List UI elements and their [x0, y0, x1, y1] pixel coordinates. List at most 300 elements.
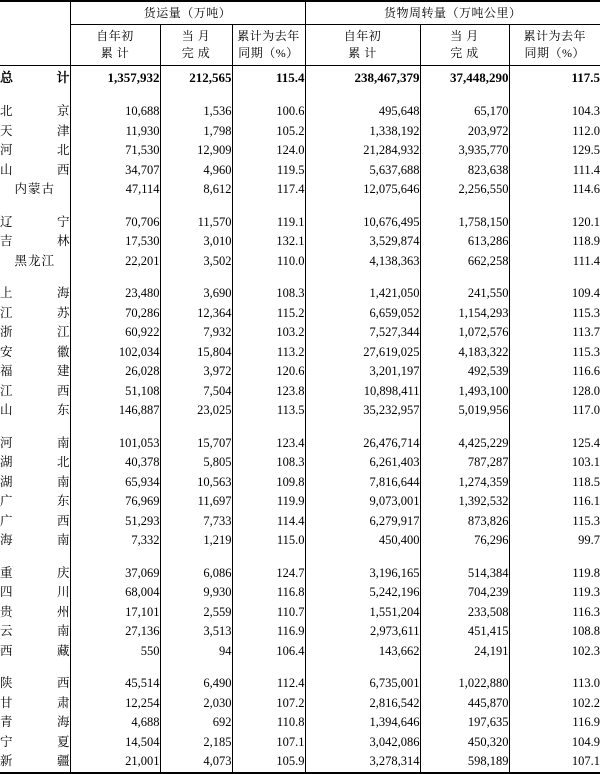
- row-region-name: [0, 141, 70, 161]
- cell-turnover-percent: 102.2: [509, 694, 600, 714]
- region-label: [0, 213, 70, 233]
- header-line-2: 累 计: [306, 45, 420, 62]
- cell-freight-percent: 119.9: [232, 492, 305, 512]
- row-region-name: [0, 713, 70, 733]
- header-corner-cell-lower: [0, 25, 70, 66]
- region-label-char: 天: [0, 122, 13, 142]
- cell-freight-cumulative: 21,001: [70, 752, 160, 773]
- cell-turnover-cumulative: 7,527,344: [305, 323, 420, 343]
- cell-turnover-percent: 119.3: [509, 583, 600, 603]
- row-region-name: [0, 473, 70, 493]
- region-label: [0, 674, 70, 694]
- cell-freight-month: 11,697: [160, 492, 232, 512]
- header-line-2: 完 成: [421, 45, 509, 62]
- cell-freight-cumulative: 550: [70, 642, 160, 662]
- region-label-char: 藏: [57, 642, 70, 662]
- region-label-char: 西: [57, 161, 70, 181]
- region-label: [0, 492, 70, 512]
- cell-turnover-month: 445,870: [420, 694, 509, 714]
- cell-freight-month: 12,364: [160, 304, 232, 324]
- table-row: [0, 252, 600, 272]
- cell-freight-percent: 124.0: [232, 141, 305, 161]
- region-label: [0, 284, 70, 304]
- group-separator-cell: [509, 89, 600, 102]
- region-label-char: 浙: [0, 323, 13, 343]
- region-label: [0, 401, 70, 421]
- group-separator-cell: [160, 271, 232, 284]
- header-col-freight-percent: [232, 25, 305, 66]
- cell-turnover-cumulative: 3,196,165: [305, 564, 420, 584]
- table-row: [0, 713, 600, 733]
- table-row: [0, 733, 600, 753]
- cell-freight-percent: 110.7: [232, 603, 305, 623]
- row-region-name: [0, 583, 70, 603]
- cell-turnover-percent: 119.8: [509, 564, 600, 584]
- cell-freight-percent: 119.5: [232, 161, 305, 181]
- cell-freight-month: 23,025: [160, 401, 232, 421]
- region-label: 黑龙江: [0, 252, 70, 272]
- cell-freight-month: 5,805: [160, 453, 232, 473]
- cell-freight-percent: 106.4: [232, 642, 305, 662]
- cell-freight-cumulative: 27,136: [70, 622, 160, 642]
- cell-freight-month: 7,932: [160, 323, 232, 343]
- table-row: [0, 492, 600, 512]
- region-label-char: 河: [0, 434, 13, 454]
- group-separator-cell: [305, 661, 420, 674]
- table-row: [0, 102, 600, 122]
- cell-turnover-percent: 114.6: [509, 180, 600, 200]
- cell-turnover-percent: 116.3: [509, 603, 600, 623]
- group-separator-row: [0, 271, 600, 284]
- cell-freight-cumulative: 22,201: [70, 252, 160, 272]
- region-label-char: 川: [57, 583, 70, 603]
- table-row: [0, 622, 600, 642]
- cell-turnover-month: 197,635: [420, 713, 509, 733]
- group-separator-cell: [509, 421, 600, 434]
- header-line-1: 自年初: [71, 28, 160, 45]
- cell-freight-percent: 119.1: [232, 213, 305, 233]
- region-label-char: 北: [0, 102, 13, 122]
- cell-freight-cumulative: 51,108: [70, 382, 160, 402]
- cell-turnover-month: 1,493,100: [420, 382, 509, 402]
- table-row: [0, 284, 600, 304]
- cell-freight-month: 8,612: [160, 180, 232, 200]
- group-separator-cell: [160, 661, 232, 674]
- region-label: 内蒙古: [0, 180, 70, 200]
- region-label-char: 夏: [57, 733, 70, 753]
- cell-turnover-percent: 107.1: [509, 752, 600, 773]
- region-label: [0, 161, 70, 181]
- cell-turnover-cumulative: 6,659,052: [305, 304, 420, 324]
- table-row: [0, 531, 600, 551]
- cell-freight-month: 3,513: [160, 622, 232, 642]
- cell-turnover-month: 598,189: [420, 752, 509, 773]
- cell-freight-cumulative: 10,688: [70, 102, 160, 122]
- region-label: [0, 122, 70, 142]
- cell-freight-percent: 110.8: [232, 713, 305, 733]
- row-region-name: [0, 674, 70, 694]
- cell-turnover-month: 613,286: [420, 232, 509, 252]
- cell-turnover-percent: 99.7: [509, 531, 600, 551]
- region-label-char: 北: [57, 453, 70, 473]
- cell-freight-month: 1,219: [160, 531, 232, 551]
- cell-turnover-month: 65,170: [420, 102, 509, 122]
- cell-turnover-month: 823,638: [420, 161, 509, 181]
- group-separator-cell: [70, 661, 160, 674]
- row-region-name: [0, 161, 70, 181]
- row-region-name: [0, 213, 70, 233]
- cell-freight-percent: 132.1: [232, 232, 305, 252]
- region-label: [0, 512, 70, 532]
- group-separator-cell: [420, 421, 509, 434]
- cell-freight-percent: 124.7: [232, 564, 305, 584]
- table-row: [0, 141, 600, 161]
- cell-turnover-percent: 120.1: [509, 213, 600, 233]
- cell-turnover-percent: 111.4: [509, 252, 600, 272]
- region-label: [0, 752, 70, 772]
- cell-turnover-month: 76,296: [420, 531, 509, 551]
- cell-turnover-cumulative: 4,138,363: [305, 252, 420, 272]
- row-region-name: [0, 492, 70, 512]
- row-region-name: [0, 622, 70, 642]
- region-label-char: 山: [0, 161, 13, 181]
- region-label: [0, 453, 70, 473]
- cell-turnover-month: 2,256,550: [420, 180, 509, 200]
- cell-turnover-cumulative: 3,201,197: [305, 362, 420, 382]
- cell-freight-month: 12,909: [160, 141, 232, 161]
- cell-freight-month: 6,490: [160, 674, 232, 694]
- region-label: [0, 141, 70, 161]
- cell-turnover-percent: 115.3: [509, 343, 600, 363]
- cell-freight-month: 3,502: [160, 252, 232, 272]
- region-label-char: 北: [57, 141, 70, 161]
- region-label: [0, 66, 70, 89]
- cell-turnover-month: 1,392,532: [420, 492, 509, 512]
- cell-turnover-percent: 129.5: [509, 141, 600, 161]
- region-label-char: 四: [0, 583, 13, 603]
- header-col-turnover-cumulative: [305, 25, 420, 66]
- table-row: [0, 304, 600, 324]
- cell-turnover-percent: 113.0: [509, 674, 600, 694]
- header-line-2: 同期（%）: [510, 45, 600, 62]
- group-separator-row: [0, 200, 600, 213]
- group-separator-cell: [305, 89, 420, 102]
- region-label-char: 云: [0, 622, 13, 642]
- group-separator-cell: [0, 551, 70, 564]
- cell-turnover-percent: 103.1: [509, 453, 600, 473]
- region-label-char: 计: [56, 66, 69, 89]
- region-label-char: 陕: [0, 674, 13, 694]
- group-separator-cell: [0, 661, 70, 674]
- group-separator-cell: [70, 200, 160, 213]
- cell-freight-cumulative: 101,053: [70, 434, 160, 454]
- cell-turnover-percent: 116.6: [509, 362, 600, 382]
- row-region-name: [0, 603, 70, 623]
- row-region-name: [0, 453, 70, 473]
- region-label-char: 吉: [0, 232, 13, 252]
- cell-freight-percent: 123.4: [232, 434, 305, 454]
- region-label-char: 西: [57, 382, 70, 402]
- cell-turnover-cumulative: 12,075,646: [305, 180, 420, 200]
- cell-turnover-month: 1,022,880: [420, 674, 509, 694]
- table-row: [0, 122, 600, 142]
- region-label-char: 苏: [57, 304, 70, 324]
- region-label-char: 广: [0, 512, 13, 532]
- row-region-name: [0, 284, 70, 304]
- cell-turnover-cumulative: 450,400: [305, 531, 420, 551]
- row-region-name: [0, 252, 70, 272]
- row-region-name: [0, 642, 70, 662]
- region-label-char: 庆: [57, 564, 70, 584]
- region-label-char: 贵: [0, 603, 13, 623]
- region-label-char: 江: [0, 382, 13, 402]
- cell-freight-month: 3,010: [160, 232, 232, 252]
- header-col-turnover-month: [420, 25, 509, 66]
- cell-turnover-month: 787,287: [420, 453, 509, 473]
- cell-turnover-month: 37,448,290: [420, 66, 509, 90]
- group-separator-cell: [0, 421, 70, 434]
- group-separator-cell: [160, 421, 232, 434]
- cell-turnover-cumulative: 1,394,646: [305, 713, 420, 733]
- cell-turnover-cumulative: 143,662: [305, 642, 420, 662]
- region-label-char: 西: [57, 674, 70, 694]
- cell-turnover-percent: 102.3: [509, 642, 600, 662]
- cell-turnover-cumulative: 35,232,957: [305, 401, 420, 421]
- cell-freight-cumulative: 1,357,932: [70, 66, 160, 90]
- cell-turnover-cumulative: 9,073,001: [305, 492, 420, 512]
- table-row: [0, 434, 600, 454]
- region-label: [0, 603, 70, 623]
- table-row: [0, 343, 600, 363]
- row-region-name: [0, 434, 70, 454]
- header-line-1: 累计为去年: [510, 28, 600, 45]
- cell-freight-cumulative: 14,504: [70, 733, 160, 753]
- group-separator-cell: [0, 200, 70, 213]
- cell-turnover-percent: 112.0: [509, 122, 600, 142]
- cell-turnover-percent: 113.7: [509, 323, 600, 343]
- region-label-char: 东: [57, 492, 70, 512]
- cell-turnover-cumulative: 238,467,379: [305, 66, 420, 90]
- group-separator-cell: [305, 551, 420, 564]
- header-group-freight-turnover: 货物周转量（万吨公里）: [305, 2, 600, 25]
- region-label-char: 林: [57, 232, 70, 252]
- cell-freight-percent: 113.2: [232, 343, 305, 363]
- cell-freight-percent: 107.2: [232, 694, 305, 714]
- cell-freight-percent: 108.3: [232, 453, 305, 473]
- cell-freight-cumulative: 70,706: [70, 213, 160, 233]
- row-region-name: [0, 382, 70, 402]
- header-col-freight-cumulative: [70, 25, 160, 66]
- group-separator-cell: [305, 421, 420, 434]
- cell-turnover-month: 1,072,576: [420, 323, 509, 343]
- region-label: [0, 713, 70, 733]
- header-line-2: 累 计: [71, 45, 160, 62]
- cell-freight-percent: 109.8: [232, 473, 305, 493]
- region-label-char: 京: [57, 102, 70, 122]
- group-separator-cell: [70, 421, 160, 434]
- cell-freight-month: 4,960: [160, 161, 232, 181]
- group-separator-cell: [160, 551, 232, 564]
- region-label-char: 南: [57, 531, 70, 551]
- group-separator-cell: [509, 200, 600, 213]
- row-region-name: [0, 401, 70, 421]
- cell-turnover-cumulative: 2,816,542: [305, 694, 420, 714]
- cell-freight-percent: 117.4: [232, 180, 305, 200]
- cell-freight-cumulative: 102,034: [70, 343, 160, 363]
- group-separator-cell: [509, 551, 600, 564]
- group-separator-cell: [232, 200, 305, 213]
- group-separator-cell: [305, 271, 420, 284]
- cell-freight-cumulative: 26,028: [70, 362, 160, 382]
- group-separator-cell: [232, 661, 305, 674]
- cell-freight-month: 15,804: [160, 343, 232, 363]
- region-label-char: 西: [57, 512, 70, 532]
- cell-turnover-percent: 104.9: [509, 733, 600, 753]
- cell-freight-month: 9,930: [160, 583, 232, 603]
- row-region-name: [0, 66, 70, 90]
- group-separator-cell: [232, 551, 305, 564]
- region-label: [0, 642, 70, 662]
- cell-turnover-cumulative: 1,338,192: [305, 122, 420, 142]
- cell-turnover-month: 492,539: [420, 362, 509, 382]
- group-separator-cell: [305, 200, 420, 213]
- region-label-char: 南: [57, 434, 70, 454]
- cell-freight-percent: 105.2: [232, 122, 305, 142]
- cell-turnover-percent: 117.5: [509, 66, 600, 90]
- region-label-char: 海: [57, 284, 70, 304]
- cell-turnover-month: 514,384: [420, 564, 509, 584]
- group-separator-cell: [420, 271, 509, 284]
- header-corner-cell: [0, 2, 70, 25]
- cell-freight-percent: 116.8: [232, 583, 305, 603]
- cell-freight-percent: 114.4: [232, 512, 305, 532]
- row-region-name: [0, 122, 70, 142]
- cell-turnover-month: 451,415: [420, 622, 509, 642]
- cell-turnover-month: 873,826: [420, 512, 509, 532]
- cell-freight-month: 4,073: [160, 752, 232, 773]
- cell-turnover-month: 1,274,359: [420, 473, 509, 493]
- row-region-name: [0, 564, 70, 584]
- cell-turnover-cumulative: 27,619,025: [305, 343, 420, 363]
- header-line-1: 自年初: [306, 28, 420, 45]
- cell-freight-cumulative: 60,922: [70, 323, 160, 343]
- header-group-freight-volume: 货运量（万吨）: [70, 2, 305, 25]
- region-label-char: 重: [0, 564, 13, 584]
- group-separator-row: [0, 551, 600, 564]
- group-separator-cell: [232, 89, 305, 102]
- cell-turnover-cumulative: 3,042,086: [305, 733, 420, 753]
- cell-freight-month: 6,086: [160, 564, 232, 584]
- group-separator-row: [0, 89, 600, 102]
- cell-turnover-month: 704,239: [420, 583, 509, 603]
- group-separator-cell: [70, 551, 160, 564]
- cell-freight-month: 2,030: [160, 694, 232, 714]
- cell-freight-percent: 110.0: [232, 252, 305, 272]
- cell-freight-cumulative: 12,254: [70, 694, 160, 714]
- cell-freight-cumulative: 70,286: [70, 304, 160, 324]
- group-separator-cell: [0, 89, 70, 102]
- cell-freight-cumulative: 34,707: [70, 161, 160, 181]
- cell-turnover-month: 24,191: [420, 642, 509, 662]
- cell-turnover-month: 233,508: [420, 603, 509, 623]
- table-row: [0, 583, 600, 603]
- cell-turnover-month: 1,758,150: [420, 213, 509, 233]
- group-separator-cell: [420, 551, 509, 564]
- cell-freight-percent: 123.8: [232, 382, 305, 402]
- region-label: [0, 362, 70, 382]
- cell-freight-month: 2,559: [160, 603, 232, 623]
- header-group-row: [0, 2, 600, 25]
- row-region-name: [0, 694, 70, 714]
- cell-turnover-percent: 109.4: [509, 284, 600, 304]
- cell-turnover-percent: 111.4: [509, 161, 600, 181]
- cell-freight-month: 692: [160, 713, 232, 733]
- cell-turnover-cumulative: 21,284,932: [305, 141, 420, 161]
- cell-freight-month: 3,690: [160, 284, 232, 304]
- cell-freight-cumulative: 37,069: [70, 564, 160, 584]
- cell-freight-percent: 115.4: [232, 66, 305, 90]
- region-label-char: 山: [0, 401, 13, 421]
- region-label-char: 宁: [0, 733, 13, 753]
- row-region-name: [0, 180, 70, 200]
- cell-turnover-cumulative: 5,242,196: [305, 583, 420, 603]
- region-label-char: 东: [57, 401, 70, 421]
- table-row: [0, 401, 600, 421]
- row-region-name: [0, 531, 70, 551]
- cell-freight-month: 1,798: [160, 122, 232, 142]
- cell-turnover-percent: 125.4: [509, 434, 600, 454]
- header-line-2: 完 成: [161, 45, 232, 62]
- group-separator-cell: [420, 200, 509, 213]
- region-label-char: 江: [0, 304, 13, 324]
- cell-turnover-month: 5,019,956: [420, 401, 509, 421]
- table-row: [0, 382, 600, 402]
- region-label-char: 州: [57, 603, 70, 623]
- cell-freight-cumulative: 40,378: [70, 453, 160, 473]
- region-label-char: 徽: [57, 343, 70, 363]
- cell-freight-month: 10,563: [160, 473, 232, 493]
- cell-freight-month: 7,733: [160, 512, 232, 532]
- region-label-char: 河: [0, 141, 13, 161]
- header-line-1: 当 月: [161, 28, 232, 45]
- group-separator-cell: [160, 89, 232, 102]
- cell-turnover-percent: 104.3: [509, 102, 600, 122]
- row-region-name: [0, 512, 70, 532]
- cell-freight-percent: 108.3: [232, 284, 305, 304]
- table-row-total: [0, 66, 600, 90]
- cell-freight-percent: 120.6: [232, 362, 305, 382]
- region-label-char: 上: [0, 284, 13, 304]
- group-separator-row: [0, 421, 600, 434]
- row-region-name: [0, 752, 70, 773]
- region-label: [0, 733, 70, 753]
- header-col-turnover-percent: [509, 25, 600, 66]
- header-line-1: 累计为去年: [233, 28, 305, 45]
- header-line-2: 同期（%）: [233, 45, 305, 62]
- cell-freight-cumulative: 45,514: [70, 674, 160, 694]
- region-label: [0, 102, 70, 122]
- cell-turnover-cumulative: 7,816,644: [305, 473, 420, 493]
- row-region-name: [0, 323, 70, 343]
- region-label: [0, 583, 70, 603]
- table-row: [0, 603, 600, 623]
- group-separator-cell: [70, 271, 160, 284]
- group-separator-cell: [232, 421, 305, 434]
- cell-turnover-cumulative: 6,735,001: [305, 674, 420, 694]
- region-label-char: 南: [57, 622, 70, 642]
- header-col-freight-month: [160, 25, 232, 66]
- region-label-char: 新: [0, 752, 13, 772]
